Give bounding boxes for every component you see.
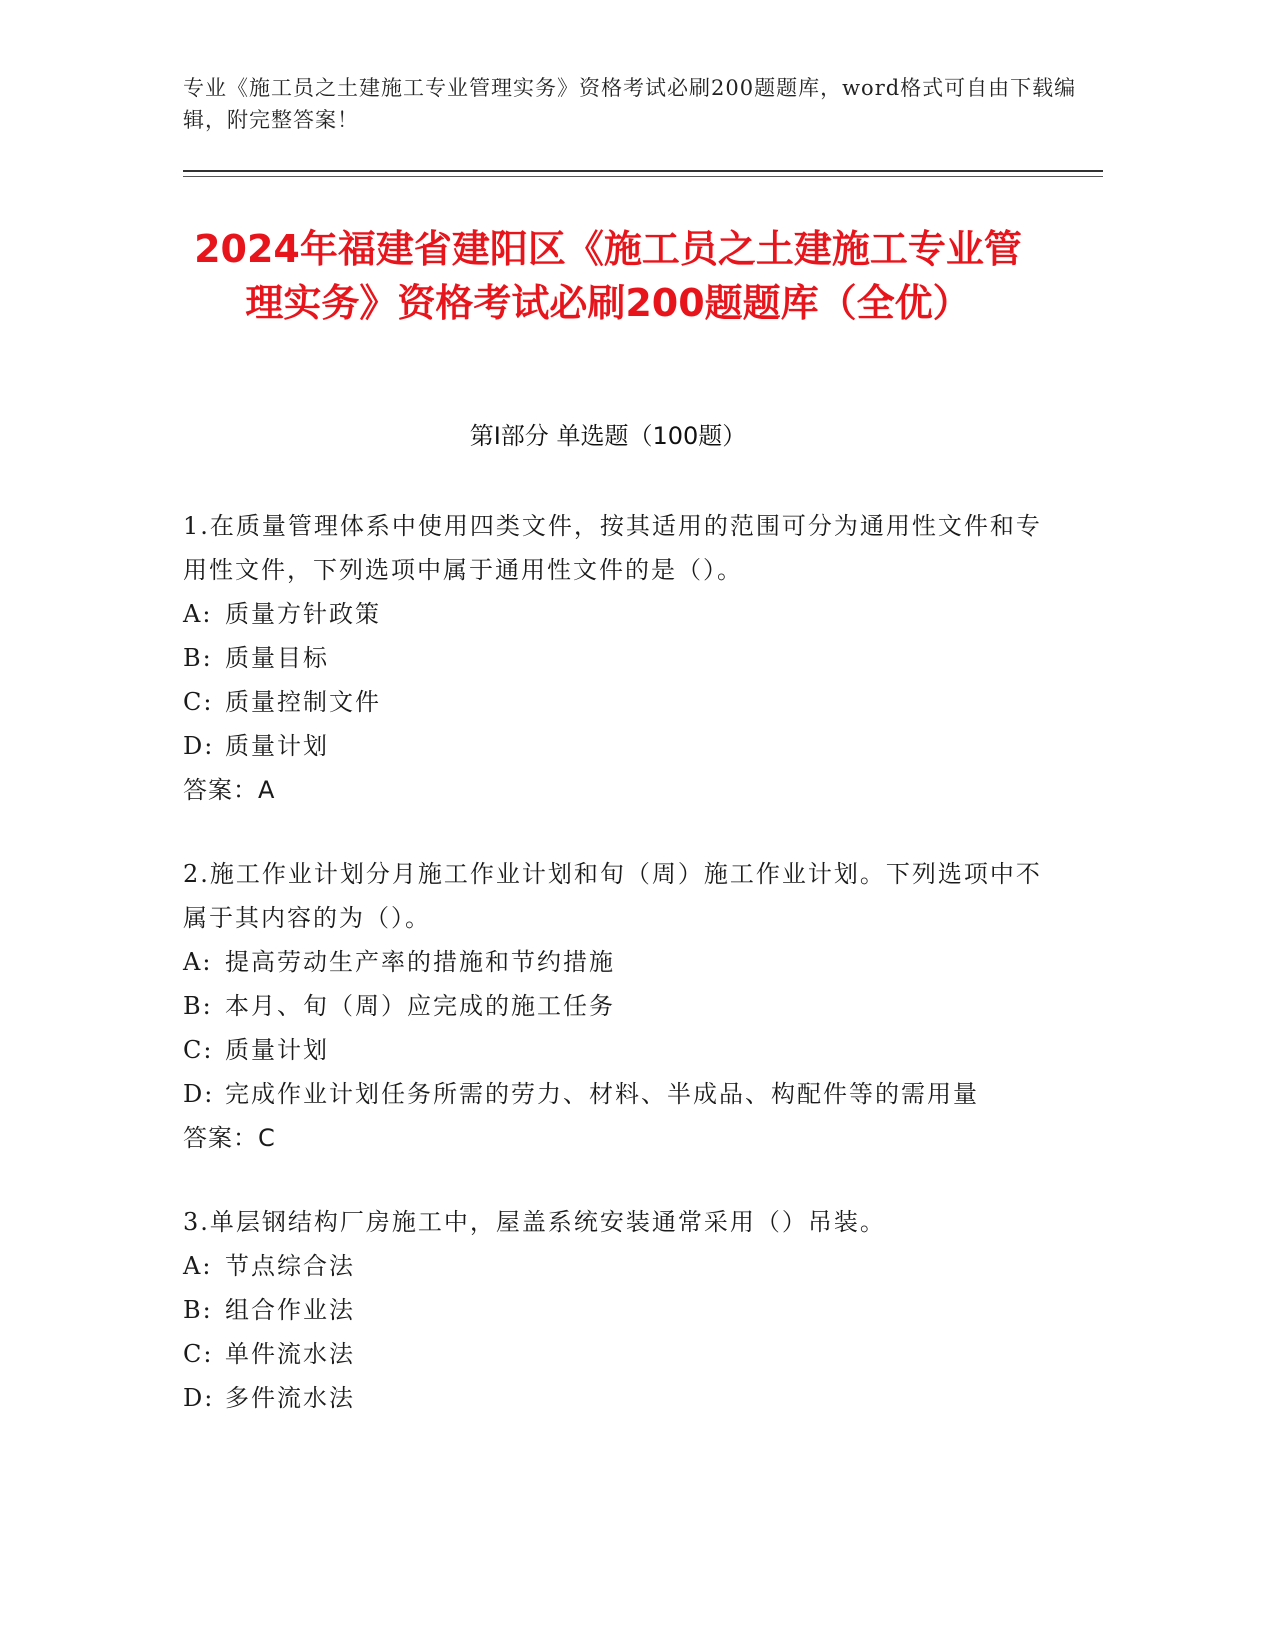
option-letter: A:: [183, 600, 213, 628]
option-b: [183, 636, 1043, 680]
option-text: 质量计划: [225, 1036, 329, 1064]
question-stem: 2.施工作业计划分月施工作业计划和旬（周）施工作业计划。下列选项中不属于其内容的为（）。: [183, 860, 1042, 932]
question-item: [183, 852, 1043, 1160]
option-text: 单件流水法: [225, 1340, 355, 1368]
option-letter: C:: [183, 1036, 214, 1064]
option-letter: D:: [183, 732, 215, 760]
option-letter: C:: [183, 688, 214, 716]
answer-line: 答案：C: [183, 1124, 276, 1152]
option-c: [183, 1028, 1043, 1072]
option-d: [183, 1376, 1043, 1420]
header-note: 专业《施工员之土建施工专业管理实务》资格考试必刷200题题库，word格式可自由下载编辑，附完整答案！: [183, 76, 1077, 132]
option-text: 质量方针政策: [225, 600, 381, 628]
option-c: [183, 680, 1043, 724]
question-item: [183, 504, 1043, 812]
question-stem: 1.在质量管理体系中使用四类文件，按其适用的范围可分为通用性文件和专用性文件，下列选项中属于通用性文件的是（）。: [183, 512, 1042, 584]
option-text: 提高劳动生产率的措施和节约措施: [225, 948, 615, 976]
option-letter: D:: [183, 1080, 215, 1108]
option-letter: C:: [183, 1340, 214, 1368]
option-d: [183, 724, 1043, 768]
option-a: [183, 592, 1043, 636]
option-b: [183, 984, 1043, 1028]
document-title: 2024年福建省建阳区《施工员之土建施工专业管理实务》资格考试必刷200题题库（全优）: [194, 227, 1022, 325]
option-text: 本月、旬（周）应完成的施工任务: [225, 992, 615, 1020]
option-letter: B:: [183, 644, 213, 672]
option-text: 多件流水法: [225, 1384, 355, 1412]
option-text: 质量目标: [225, 644, 329, 672]
option-letter: A:: [183, 948, 213, 976]
header-divider-thick: [183, 170, 1103, 172]
option-letter: B:: [183, 1296, 213, 1324]
option-text: 质量控制文件: [225, 688, 381, 716]
header-divider-thin: [183, 176, 1103, 177]
option-text: 质量计划: [225, 732, 329, 760]
option-d: [183, 1072, 1043, 1116]
option-c: [183, 1332, 1043, 1376]
option-a: [183, 940, 1043, 984]
question-item: [183, 1200, 1043, 1420]
answer-line: 答案：A: [183, 776, 276, 804]
option-text: 节点综合法: [225, 1252, 355, 1280]
question-stem: 3.单层钢结构厂房施工中，屋盖系统安装通常采用（）吊装。: [183, 1208, 886, 1236]
option-b: [183, 1288, 1043, 1332]
option-a: [183, 1244, 1043, 1288]
question-list: [183, 504, 1043, 1460]
option-letter: A:: [183, 1252, 213, 1280]
option-text: 完成作业计划任务所需的劳力、材料、半成品、构配件等的需用量: [225, 1080, 979, 1108]
section-title: 第Ⅰ部分 单选题（100题）: [469, 422, 747, 450]
option-letter: D:: [183, 1384, 215, 1412]
option-text: 组合作业法: [225, 1296, 355, 1324]
option-letter: B:: [183, 992, 213, 1020]
